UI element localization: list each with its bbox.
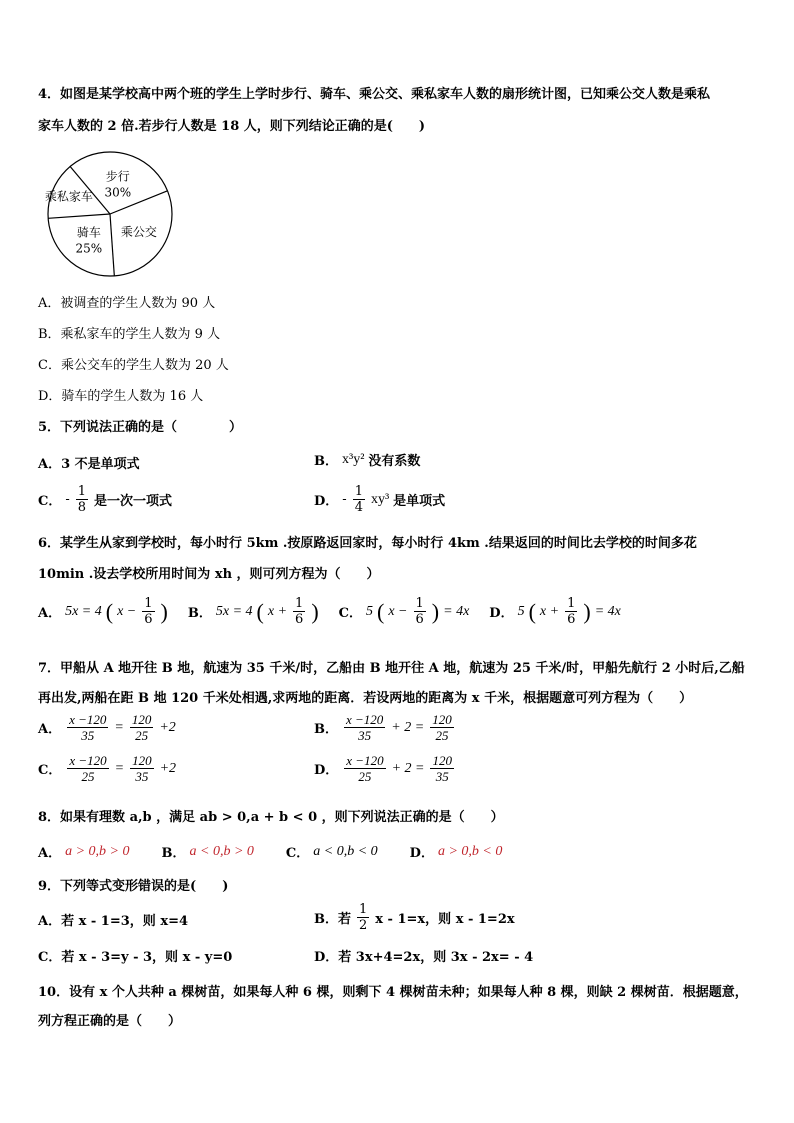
q6-c-rparen: ): [431, 598, 440, 624]
q7-d-num1: x −120: [346, 753, 384, 768]
q7-b-den2: 25: [435, 728, 449, 743]
q5-option-a: A．3 不是单项式: [38, 457, 140, 472]
q8-options-row: [38, 842, 502, 861]
q7-a-frac1: [67, 712, 108, 743]
q7-c-plus2: +2: [159, 760, 177, 776]
q5-option-b: [314, 450, 420, 469]
q10-stem-line2: 列方程正确的是（ ）: [38, 1014, 182, 1029]
q9-option-d: D．若 3x+4=2x，则 3x - 2x= - 4: [314, 950, 534, 965]
q8-d-expr: a > 0,b < 0: [437, 843, 503, 859]
q7-b-num2: 120: [432, 712, 452, 727]
q7-a-den2: 25: [135, 728, 149, 743]
q5-b-text: 没有系数: [368, 454, 421, 469]
q9-b-num: 1: [359, 902, 368, 917]
q6-a-rparen: ): [160, 598, 168, 624]
q6-options-row: [38, 596, 621, 627]
q6-b-fraction: [293, 596, 305, 627]
pie-slice-label: 乘公交: [120, 225, 157, 240]
q9-option-b: [314, 902, 515, 933]
q7-c-frac2: [130, 753, 154, 784]
q6-a-label: A．: [38, 606, 62, 621]
q5-c-label: C．: [38, 494, 62, 509]
q8-b-expr: a < 0,b > 0: [189, 843, 254, 859]
q6-a-fraction: [142, 596, 154, 627]
q6-b-left: 5x = 4: [215, 603, 253, 619]
q6-d-fraction: [565, 596, 577, 627]
q9-option-c: C．若 x - 3=y - 3，则 x - y=0: [38, 950, 233, 965]
q7-c-eq: =: [114, 760, 125, 776]
pie-slice-value: 30%: [104, 185, 132, 200]
q7-a-frac2: [130, 712, 154, 743]
q5-c-fraction: [76, 484, 88, 515]
q9-b-pre: B．若: [314, 912, 351, 927]
q7-option-d: [314, 753, 456, 784]
q10-stem-line1: 10．设有 x 个人共种 a 棵树苗，如果每人种 6 棵，则剩下 4 棵树苗未种；如果每人种 8 棵，则缺 2 棵树苗．根据题意，: [38, 985, 748, 1000]
q6-d-label: D．: [489, 606, 514, 621]
q7-b-label: B．: [314, 722, 338, 737]
q5-b-label: B．: [314, 454, 338, 469]
q7-d-label: D．: [314, 763, 339, 778]
q5-d-fraction: [353, 484, 365, 515]
q7-a-den1: 35: [81, 728, 95, 743]
q7-b-den1: 35: [358, 728, 372, 743]
q7-c-den1: 25: [81, 769, 95, 784]
q9-b-den: 2: [359, 918, 368, 933]
q5-stem: 5．下列说法正确的是（ ）: [38, 420, 243, 435]
q6-c-fraction: [414, 596, 426, 627]
q4-option-a: A．被调查的学生人数为 90 人: [38, 296, 216, 311]
q6-stem-line2: 10min .设去学校所用时间为 xh ，则可列方程为（ ）: [38, 567, 380, 582]
q6-c-lparen: (: [377, 598, 385, 624]
q9-b-post: x - 1=x，则 x - 1=2x: [375, 912, 515, 927]
q6-d-left: 5: [517, 603, 525, 619]
q6-c-label: C．: [338, 606, 363, 621]
q7-b-frac1: [344, 712, 385, 743]
q7-b-num1: x −120: [346, 712, 384, 727]
q8-a-label: A．: [38, 846, 62, 861]
q5-d-sign: -: [342, 492, 347, 507]
q7-option-a: [38, 712, 176, 743]
q8-d-label: D．: [409, 846, 434, 861]
q6-stem-line1: 6．某学生从家到学校时，每小时行 5km .按原路返回家时，每小时行 4km .结果返回的时间比去学校的时间多花: [38, 536, 697, 551]
q7-d-plus2eq: + 2 =: [391, 760, 425, 776]
pie-slice-label: 乘私家车: [44, 189, 93, 204]
q6-d-den: 6: [567, 612, 576, 627]
q4-stem-line1: 4．如图是某学校高中两个班的学生上学时步行、骑车、乘公交、乘私家车人数的扇形统计图，已知乘公交人数是乘私: [38, 87, 711, 102]
q7-c-num1: x −120: [69, 753, 107, 768]
q7-c-num2: 120: [132, 753, 152, 768]
q7-stem-line2: 再出发,两船在距 B 地 120 千米处相遇,求两地的距离．若设两地的距离为 x 千米，根据题意可列方程为（ ）: [38, 691, 693, 706]
q4-option-b: B．乘私家车的学生人数为 9 人: [38, 327, 221, 342]
q6-b-den: 6: [295, 612, 304, 627]
q7-a-label: A．: [38, 722, 62, 737]
q9-b-fraction: [357, 902, 369, 933]
q5-c-text: 是一次一项式: [94, 494, 173, 509]
q7-option-b: [314, 712, 456, 743]
q6-d-num: 1: [567, 596, 576, 611]
q5-b-expr: x³y²: [342, 451, 365, 467]
q6-a-num: 1: [144, 596, 153, 611]
q9-stem: 9．下列等式变形错误的是( ): [38, 879, 229, 894]
q7-a-eq: =: [114, 719, 124, 735]
q6-b-inner: x +: [267, 603, 288, 619]
q4-option-d: D．骑车的学生人数为 16 人: [38, 389, 204, 404]
pie-chart: [40, 144, 180, 284]
q5-d-den: 4: [354, 500, 363, 515]
q6-d-right: = 4x: [594, 603, 621, 619]
q9-option-a: A．若 x - 1=3，则 x=4: [38, 914, 189, 929]
q7-c-label: C．: [38, 763, 62, 778]
q7-a-num2: 120: [131, 712, 152, 727]
q5-d-num: 1: [354, 484, 363, 499]
q7-d-frac1: [344, 753, 385, 784]
q6-b-rparen: ): [311, 598, 319, 624]
q8-b-label: B．: [161, 846, 186, 861]
q7-c-frac1: [67, 753, 108, 784]
q7-d-num2: 120: [432, 753, 452, 768]
q4-option-c: C．乘公交车的学生人数为 20 人: [38, 358, 229, 373]
q6-d-rparen: ): [583, 598, 591, 624]
q7-d-den2: 35: [435, 769, 449, 784]
q6-a-den: 6: [144, 612, 153, 627]
q7-a-plus2: +2: [159, 719, 176, 735]
q5-d-label: D．: [314, 494, 339, 509]
q6-a-left: 5x = 4: [65, 603, 102, 619]
q6-b-num: 1: [295, 596, 304, 611]
q6-b-label: B．: [187, 606, 212, 621]
q5-option-c: [38, 484, 172, 515]
q5-c-num: 1: [77, 484, 87, 499]
pie-slice-value: 25%: [75, 241, 103, 256]
pie-slice-label: 骑车: [76, 225, 101, 240]
q5-d-text: 是单项式: [393, 494, 446, 509]
q6-a-lparen: (: [105, 598, 114, 624]
q4-stem-line2: 家车人数的 2 倍.若步行人数是 18 人，则下列结论正确的是( ): [38, 119, 426, 134]
q6-d-inner: x +: [539, 603, 560, 619]
q7-stem-line1: 7．甲船从 A 地开往 B 地，航速为 35 千米/时，乙船由 B 地开往 A 地，航速为 25 千米/时，甲船先航行 2 小时后,乙船: [38, 661, 745, 676]
q8-stem: 8．如果有理数 a,b ，满足 ab > 0,a + b < 0 ，则下列说法正确的是（ ）: [38, 810, 504, 825]
q5-c-sign: -: [65, 492, 70, 507]
q6-c-den: 6: [415, 612, 424, 627]
q8-c-label: C．: [285, 846, 310, 861]
q8-a-expr: a > 0,b > 0: [65, 843, 130, 859]
q7-b-frac2: [430, 712, 454, 743]
pie-slice-label: 步行: [105, 169, 130, 184]
q6-d-lparen: (: [528, 598, 536, 624]
q7-b-plus2eq: + 2 =: [391, 719, 425, 735]
q5-d-expr: xy³: [370, 491, 390, 507]
q5-c-den: 8: [77, 500, 87, 515]
q6-c-left: 5: [366, 603, 374, 619]
q7-a-num1: x −120: [69, 712, 107, 727]
q8-c-expr: a < 0,b < 0: [313, 843, 378, 859]
q6-c-inner: x −: [388, 603, 408, 619]
q7-c-den2: 35: [135, 769, 149, 784]
q7-d-den1: 25: [358, 769, 372, 784]
q6-c-right: = 4x: [443, 603, 470, 619]
q6-a-inner: x −: [117, 603, 137, 619]
q5-option-d: [314, 484, 445, 515]
q7-d-frac2: [430, 753, 454, 784]
q6-c-num: 1: [415, 596, 424, 611]
q7-option-c: [38, 753, 176, 784]
q6-b-lparen: (: [256, 598, 264, 624]
